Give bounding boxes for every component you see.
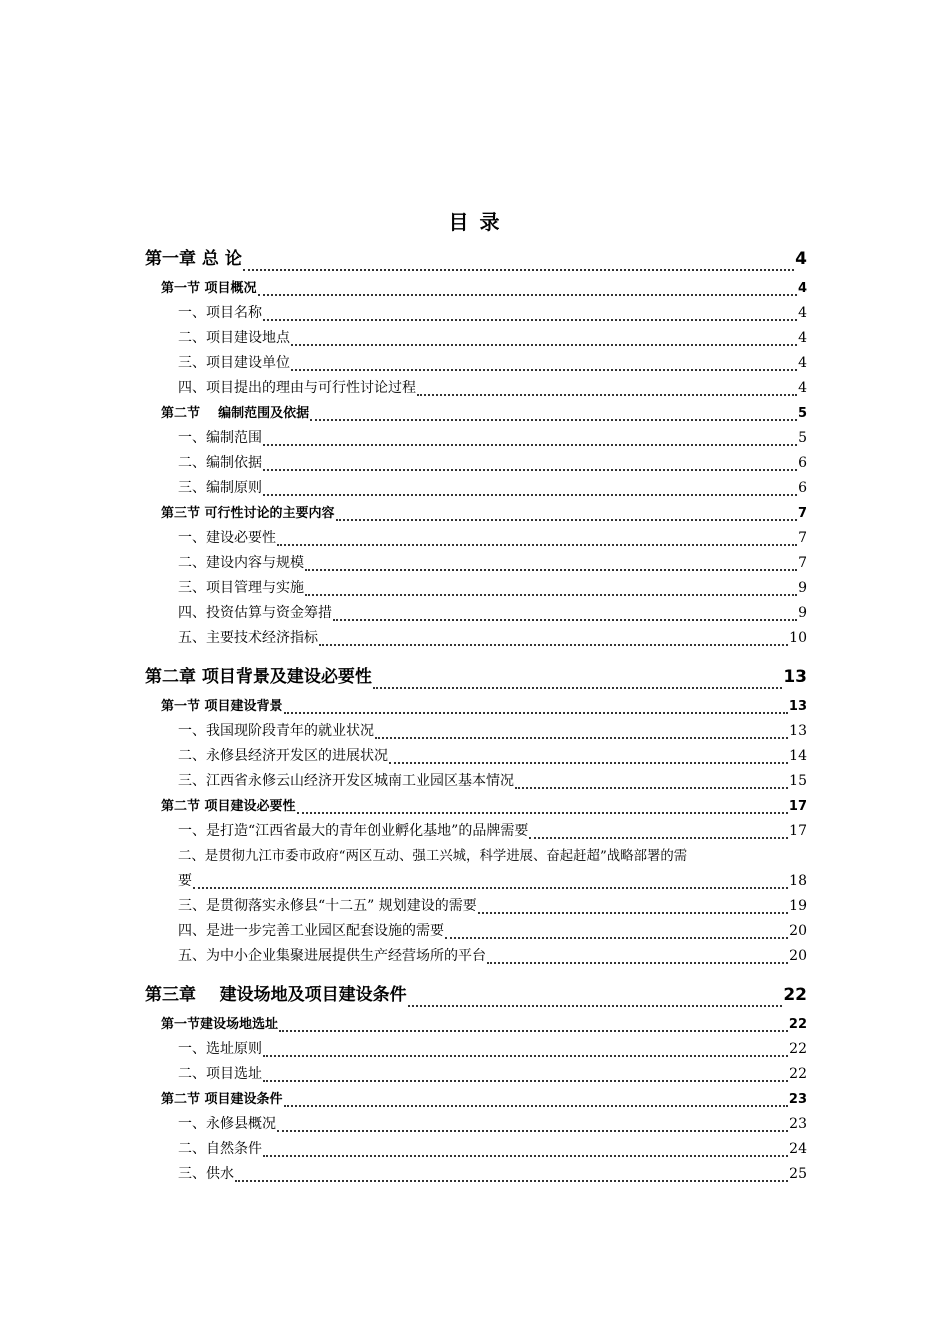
toc-page-number: 13 (789, 723, 807, 739)
toc-label: 三、江西省永修云山经济开发区城南工业园区基本情况 (178, 773, 514, 789)
toc-item[interactable] (145, 919, 807, 944)
toc-chapter-3[interactable] (145, 978, 807, 1012)
dot-leader (277, 544, 797, 546)
toc-label: 一、永修县概况 (178, 1116, 276, 1132)
toc-section[interactable] (145, 1087, 807, 1112)
toc-page-number: 17 (789, 823, 807, 839)
dot-leader (291, 344, 797, 346)
toc-label: 三、编制原则 (178, 480, 262, 496)
toc-item[interactable] (145, 819, 807, 844)
toc-page-number: 23 (789, 1116, 807, 1132)
dot-leader (263, 319, 797, 321)
dot-leader (263, 469, 797, 471)
toc-page-number: 4 (798, 380, 807, 396)
toc-label: 第一节 项目建设背景 (161, 699, 283, 714)
dot-leader (305, 594, 797, 596)
toc-label: 一、选址原则 (178, 1041, 262, 1057)
toc-page-number: 20 (789, 948, 807, 964)
toc-page-number: 6 (798, 480, 807, 496)
dot-leader (417, 394, 797, 396)
dot-leader (529, 837, 788, 839)
toc-page-number: 10 (789, 630, 807, 646)
toc-item[interactable] (145, 551, 807, 576)
toc-label: 二、永修县经济开发区的进展状况 (178, 748, 388, 764)
toc-page-number: 7 (797, 506, 807, 521)
toc-label: 第二节 编制范围及依据 (161, 406, 310, 421)
toc-item[interactable] (145, 744, 807, 769)
toc-page-number: 6 (798, 455, 807, 471)
toc-section[interactable] (145, 1012, 807, 1037)
toc-page-number: 4 (798, 355, 807, 371)
toc-label: 五、主要技术经济指标 (178, 630, 318, 646)
dot-leader (277, 1130, 788, 1132)
dot-leader (310, 419, 797, 421)
toc-item[interactable] (145, 1112, 807, 1137)
dot-leader (235, 1180, 788, 1182)
toc-item[interactable] (145, 426, 807, 451)
toc-item[interactable] (145, 526, 807, 551)
toc-page-number: 22 (783, 985, 807, 1005)
toc-page-number: 4 (797, 281, 807, 296)
dot-leader (263, 1080, 788, 1082)
dot-leader (284, 1105, 788, 1107)
dot-leader (515, 787, 788, 789)
toc-label: 第三章 建设场地及项目建设条件 (145, 985, 407, 1005)
toc-page-number: 4 (798, 305, 807, 321)
toc-item[interactable] (145, 944, 807, 969)
dot-leader (284, 712, 788, 714)
toc-page-number: 25 (789, 1166, 807, 1182)
dot-leader (375, 737, 788, 739)
toc-item[interactable] (145, 601, 807, 626)
toc-label: 一、建设必要性 (178, 530, 276, 546)
toc-item[interactable] (145, 719, 807, 744)
dot-leader (445, 937, 788, 939)
toc-label: 四、项目提出的理由与可行性讨论过程 (178, 380, 416, 396)
toc-item[interactable] (145, 1162, 807, 1187)
toc-page-number: 22 (789, 1066, 807, 1082)
toc-item[interactable] (145, 351, 807, 376)
toc-item[interactable] (145, 376, 807, 401)
toc-label: 三、项目建设单位 (178, 355, 290, 371)
dot-leader (373, 687, 782, 689)
page-title: 目 录 (448, 210, 502, 234)
toc-label: 第二节 项目建设条件 (161, 1092, 283, 1107)
dot-leader (258, 294, 797, 296)
dot-leader (263, 494, 797, 496)
toc-label: 一、我国现阶段青年的就业状况 (178, 723, 374, 739)
toc-item[interactable] (145, 476, 807, 501)
dot-leader (263, 444, 797, 446)
toc-label: 第二节 项目建设必要性 (161, 799, 296, 814)
dot-leader (263, 1155, 788, 1157)
toc-item-wrapped[interactable] (145, 844, 807, 894)
toc-page-number: 4 (798, 330, 807, 346)
toc-label: 一、编制范围 (178, 430, 262, 446)
toc-label: 第一节 项目概况 (161, 281, 257, 296)
dot-leader (263, 1055, 788, 1057)
toc-label: 一、项目名称 (178, 305, 262, 321)
toc-item[interactable] (145, 1037, 807, 1062)
toc-item[interactable] (145, 769, 807, 794)
dot-leader (319, 644, 788, 646)
toc-page-number: 7 (798, 555, 807, 571)
toc-page-number: 5 (798, 430, 807, 446)
toc-page-number: 17 (788, 799, 807, 814)
toc-page-number: 20 (789, 923, 807, 939)
dot-leader (389, 762, 788, 764)
toc-page-number: 13 (788, 699, 807, 714)
toc-label: 二、自然条件 (178, 1141, 262, 1157)
dot-leader (478, 912, 788, 914)
toc-page-number: 13 (783, 667, 807, 687)
toc-label: 五、为中小企业集聚进展提供生产经营场所的平台 (178, 948, 486, 964)
toc-label-line-1: 二、是贯彻九江市委市政府“两区互动、强工兴城，科学进展、奋起赶超”战略部署的需 (178, 849, 688, 864)
toc-item[interactable] (145, 326, 807, 351)
toc-label: 四、投资估算与资金筹措 (178, 605, 332, 621)
toc-item[interactable] (145, 626, 807, 651)
toc-page-number: 5 (797, 406, 807, 421)
toc-label-line-2-row (178, 869, 807, 894)
toc-page-number: 7 (798, 530, 807, 546)
toc-label: 二、建设内容与规模 (178, 555, 304, 571)
toc-label: 四、是进一步完善工业园区配套设施的需要 (178, 923, 444, 939)
toc-label: 三、供水 (178, 1166, 234, 1182)
toc-page-number: 9 (798, 580, 807, 596)
toc-page-number: 22 (789, 1041, 807, 1057)
toc-page-number: 9 (798, 605, 807, 621)
toc-section[interactable] (145, 401, 807, 426)
toc-label: 二、项目建设地点 (178, 330, 290, 346)
toc-page-number: 14 (789, 748, 807, 764)
toc-item[interactable] (145, 894, 807, 919)
dot-leader (305, 569, 797, 571)
toc-page-number: 18 (789, 873, 807, 889)
toc-page-number: 23 (788, 1092, 807, 1107)
dot-leader (193, 887, 788, 889)
toc-chapter-1[interactable] (145, 242, 807, 276)
toc-label: 第二章 项目背景及建设必要性 (145, 667, 372, 687)
dot-leader (243, 269, 794, 271)
toc-label: 一、是打造“江西省最大的青年创业孵化基地”的品牌需要 (178, 823, 529, 839)
toc-page-number: 22 (788, 1017, 807, 1032)
toc-item[interactable] (145, 1137, 807, 1162)
dot-leader (336, 519, 797, 521)
dot-leader (408, 1005, 783, 1007)
toc-label-line-2: 要 (178, 873, 192, 889)
toc-label: 三、是贯彻落实永修县“十二五” 规划建设的需要 (178, 898, 477, 914)
toc-chapter-2[interactable] (145, 660, 807, 694)
toc-label: 第三节 可行性讨论的主要内容 (161, 506, 335, 521)
dot-leader (487, 962, 788, 964)
toc-page-number: 4 (795, 249, 807, 269)
toc-item[interactable] (145, 1062, 807, 1087)
dot-leader (279, 1030, 788, 1032)
toc-page-number: 15 (789, 773, 807, 789)
toc-item[interactable] (145, 576, 807, 601)
toc-section[interactable] (145, 501, 807, 526)
toc-item[interactable] (145, 451, 807, 476)
toc-page-number: 19 (789, 898, 807, 914)
toc-label: 三、项目管理与实施 (178, 580, 304, 596)
dot-leader (333, 619, 797, 621)
dot-leader (297, 812, 788, 814)
toc-label: 二、项目选址 (178, 1066, 262, 1082)
toc-label: 第一节建设场地选址 (161, 1017, 279, 1032)
toc-section[interactable] (145, 794, 807, 819)
toc-label: 二、编制依据 (178, 455, 262, 471)
toc-section[interactable] (145, 276, 807, 301)
toc-label: 第一章 总 论 (145, 249, 242, 269)
toc-page-number: 24 (789, 1141, 807, 1157)
toc-section[interactable] (145, 694, 807, 719)
toc-item[interactable] (145, 301, 807, 326)
table-of-contents (145, 242, 807, 1187)
dot-leader (291, 369, 797, 371)
